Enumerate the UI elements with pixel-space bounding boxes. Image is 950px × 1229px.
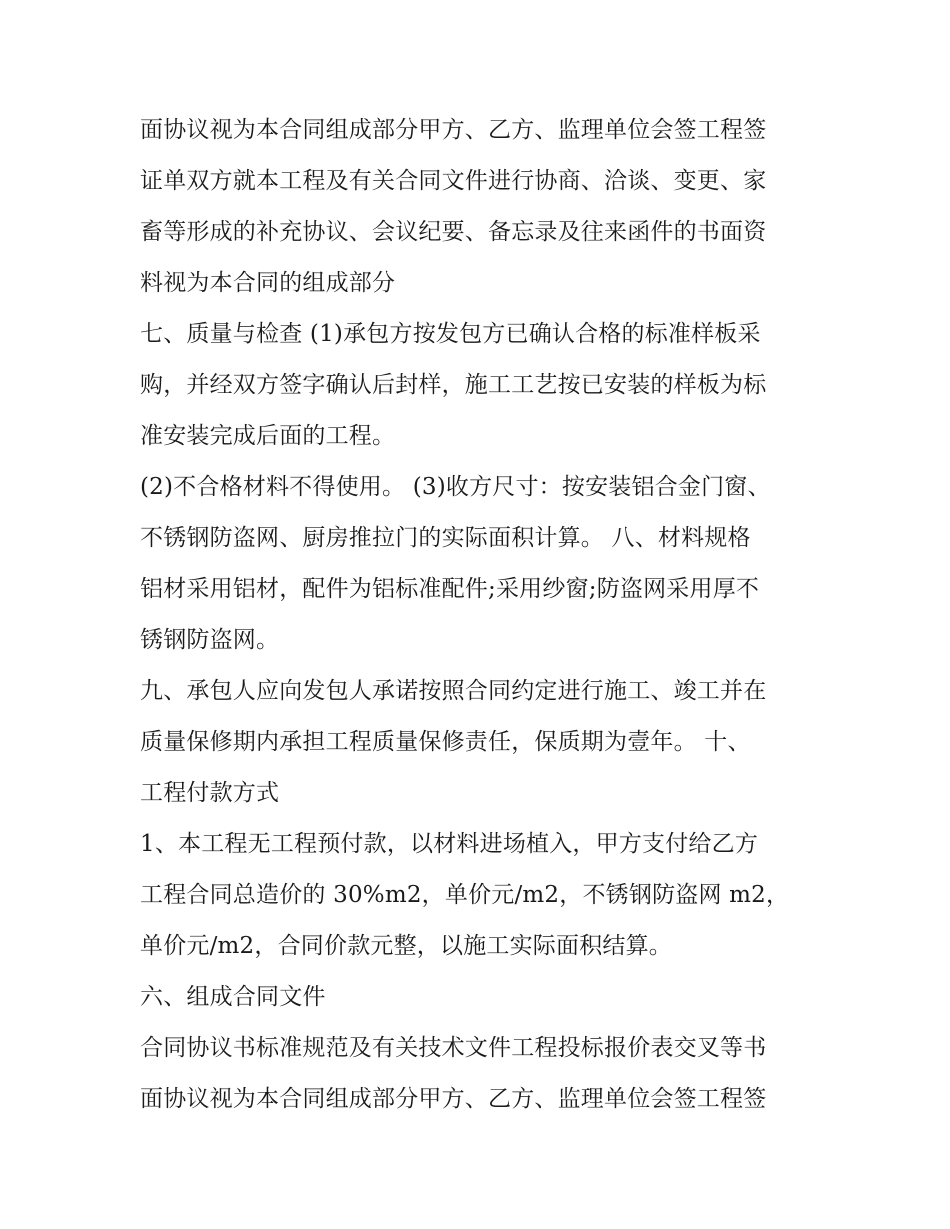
text-line: 畜等形成的补充协议、会议纪要、备忘录及往来函件的书面资 xyxy=(140,219,767,245)
text-line: 工程付款方式 xyxy=(140,780,280,806)
text-line: 质量保修期内承担工程质量保修责任，保质期为壹年。 十、 xyxy=(140,729,751,755)
text-line: 料视为本合同的组成部分 xyxy=(140,270,396,296)
text-line: 铝材采用铝材，配件为铝标准配件;采用纱窗;防盗网采用厚不 xyxy=(140,576,760,602)
text-line: 面协议视为本合同组成部分甲方、乙方、监理单位会签工程签 xyxy=(140,117,767,143)
text-line: 锈钢防盗网。 xyxy=(140,627,280,653)
document-body xyxy=(140,105,820,1125)
text-line: 合同协议书标准规范及有关技术文件工程投标报价表交叉等书 xyxy=(140,1035,767,1061)
text-line: 1、本工程无工程预付款，以材料进场植入，甲方支付给乙方 xyxy=(140,831,759,857)
text-line: 购，并经双方签字确认后封样，施工工艺按已安装的样板为标 xyxy=(140,372,767,398)
text-line: 面协议视为本合同组成部分甲方、乙方、监理单位会签工程签 xyxy=(140,1086,767,1112)
text-line: 七、质量与检查 (1)承包方按发包方已确认合格的标准样板采 xyxy=(140,321,761,347)
text-line: 九、承包人应向发包人承诺按照合同约定进行施工、竣工并在 xyxy=(140,678,767,704)
text-line: 工程合同总造价的 30%m2，单价元/m2，不锈钢防盗网 m2， xyxy=(140,882,790,908)
text-line: 不锈钢防盗网、厨房推拉门的实际面积计算。 八、材料规格 xyxy=(140,525,751,551)
text-line: (2)不合格材料不得使用。 (3)收方尺寸：按安装铝合金门窗、 xyxy=(140,474,771,500)
text-line: 证单双方就本工程及有关合同文件进行协商、洽谈、变更、家 xyxy=(140,168,767,194)
text-line: 六、组成合同文件 xyxy=(140,984,326,1010)
text-line: 单价元/m2，合同价款元整，以施工实际面积结算。 xyxy=(140,933,672,959)
text-line: 准安装完成后面的工程。 xyxy=(140,423,396,449)
